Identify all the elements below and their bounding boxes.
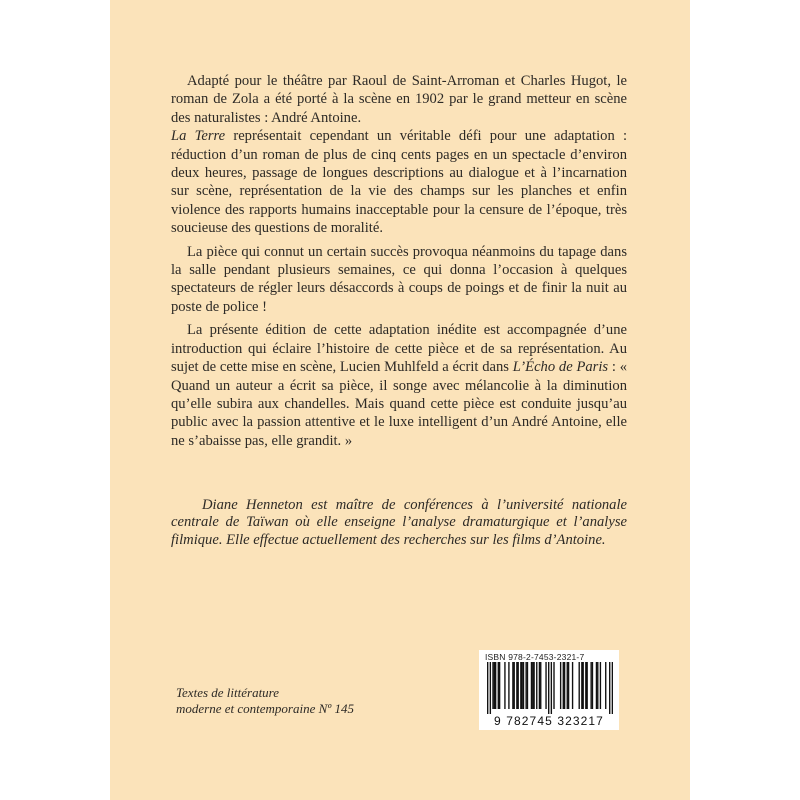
barcode-bar [531,662,532,709]
barcode-bar [492,662,493,709]
barcode-bar [582,662,583,709]
barcode-bar [560,662,561,709]
isbn-label: ISBN 978-2-7453-2321-7 [485,652,585,662]
barcode-bar [548,662,549,714]
novel-title: La Terre [171,128,226,145]
barcode-bar [567,662,568,709]
barcode-bar [581,662,582,709]
barcode-bar [487,662,488,714]
barcode-bar [600,662,601,709]
summary-paragraph-2: La pièce qui connut un certain succès provoqua néanmoins du tapage dans la salle pendant plusieurs semaines, ce qui donna l’occasion à quelques spectateurs de régler leurs désaccords à coups de poings et de finir la nuit au poste de police ! [171,243,627,315]
barcode-bar [532,662,533,709]
barcode-bar [586,662,587,709]
barcode-bar [498,662,499,709]
barcode-bar [527,662,528,709]
barcode-bar [585,662,586,709]
barcode-bar [563,662,564,709]
barcode-bar [553,662,554,709]
barcode-digits: 9 782745 323217 [494,714,604,728]
barcode-bar [590,662,591,709]
barcode-bar [605,662,606,709]
barcode-bar [592,662,593,709]
summary-paragraph-3 [171,321,627,450]
newspaper-title: L’Écho de Paris [512,359,609,376]
barcode-bar [551,662,552,714]
series-line-2: moderne et contemporaine Nº 145 [176,700,355,716]
barcode-bar [508,662,509,709]
summary-paragraph-1-lead: Adapté pour le théâtre par Raoul de Saint-Arroman et Charles Hugot, le roman de Zola a été porté à la scène en 1902 par le grand metteur en scène des naturalistes : André Antoine. [171,73,627,126]
summary-paragraph-1 [171,72,627,238]
barcode-bar [490,662,491,714]
barcode-bar [521,662,522,709]
barcode-bar [520,662,521,709]
barcode-bar [494,662,495,709]
barcode-bar [564,662,565,709]
series-label [176,685,354,716]
barcode-bar [523,662,524,709]
barcode-bar [516,662,517,709]
summary-paragraph-3-lead: La présente édition de cette adaptation inédite est accompagnée d’une introduction qui éclaire l’histoire de cette pièce et de sa représentation. Au sujet de cette mise en scène, Lucien Muhlfeld a écrit dans [171,322,627,376]
barcode-bar [504,662,505,709]
summary-paragraph-3-rest: : « Quand un auteur a écrit sa pièce, il songe avec mélancolie à la diminution qu’elle subira aux chandelles. Mais quand cette pièce est conduite jusqu’au public avec la passion attentive et le luxe intelligent d’un André Antoine, elle ne s’abaisse pas, elle grandit. » [171,359,628,449]
barcode-bar [568,662,569,709]
barcode-bar [525,662,526,709]
author-bio: Diane Henneton est maître de conférences à l’université nationale centrale de Taïwan où elle enseigne l’analyse dramaturgique et l’analyse filmique. Elle effectue actuellement des recherches sur les films d’Antoine. [171,497,627,548]
barcode-bar [518,662,519,709]
summary-paragraph-1-rest: représentait cependant un véritable défi pour une adaptation : réduction d’un roman de plus de cinq cents pages en un spectacle d’environ deux heures, passage de longues descriptions au dialogue et à l’incarnation sur scène, représentation de la vie des champs sur les planches et enfin violence des rapports humains inacceptable pour la censure de l’époque, très soucieuse des questions de moralité. [171,128,627,237]
barcode-bar [579,662,580,709]
barcode-bar [545,662,546,709]
barcode-bar [495,662,496,709]
barcode-bar [597,662,598,709]
series-line-1: Textes de littérature [176,685,280,700]
barcode-bar [536,662,537,709]
barcode-bar [596,662,597,709]
barcode-bar [512,662,513,709]
barcode-bar [499,662,500,709]
barcode-bar [609,662,610,714]
barcode-bar [533,662,534,709]
barcode-bar [514,662,515,709]
summary-text [171,72,627,450]
barcode-bars [487,662,613,714]
barcode [479,650,619,730]
barcode-bar [540,662,541,709]
barcode-bar [612,662,613,714]
barcode-bar [572,662,573,709]
barcode-bar [539,662,540,709]
